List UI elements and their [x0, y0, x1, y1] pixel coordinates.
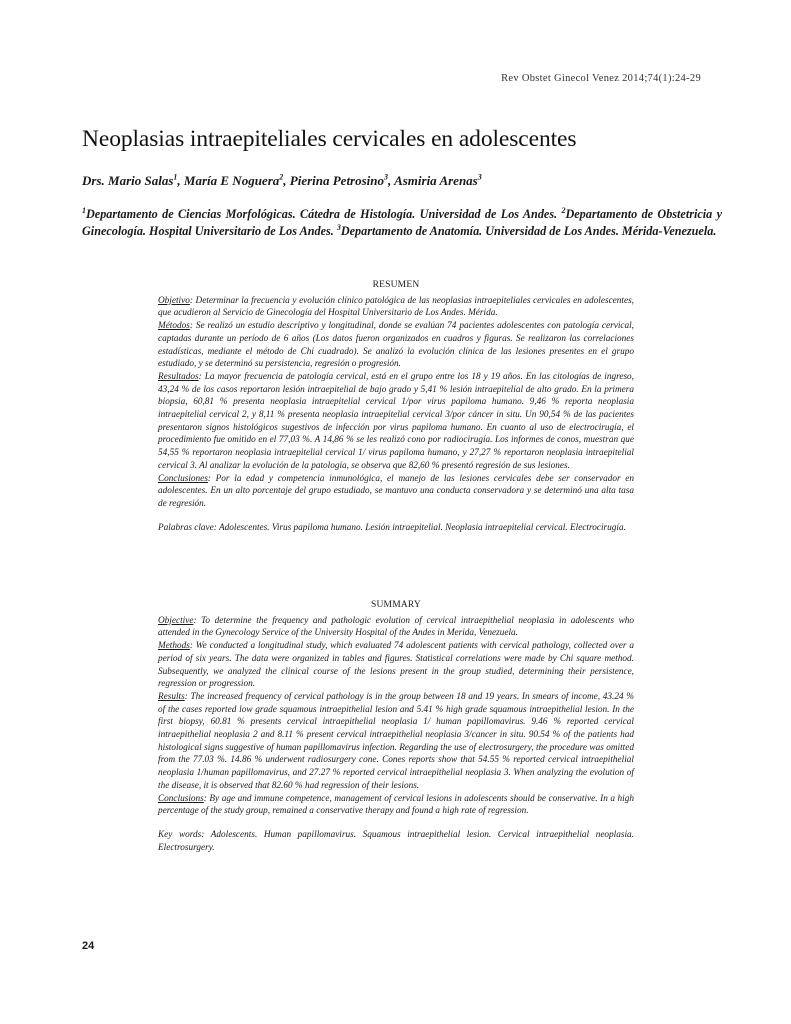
affiliation-text: Departamento de Obstetricia y Ginecología. Hospital Universitario de Los Andes. [82, 207, 722, 238]
author-affiliation-mark: 2 [279, 172, 284, 182]
journal-reference: Rev Obstet Ginecol Venez 2014;74(1):24-29 [501, 73, 701, 84]
resumen-keywords: Palabras clave: Adolescentes. Virus papiloma humano. Lesión intraepitelial. Neoplasia intraepitelial cervical. Electrocirugía. [158, 522, 626, 533]
affiliation-mark: 2 [561, 205, 566, 215]
summary-keywords: Key words: Adolescents. Human papillomavirus. Squamous intraepithelial lesion. Cervical intraepithelial neoplasia. Electrosurgery. [158, 829, 634, 853]
section-label: Objetivo [158, 295, 190, 306]
author-name: Mario Salas [108, 173, 174, 188]
author-name: María E Noguera [183, 173, 280, 188]
affiliation-mark: 3 [336, 222, 341, 232]
resumen-section [158, 279, 634, 534]
summary-results [158, 691, 634, 793]
author-list: Drs. Mario Salas$^1$, María E Noguera$^2$, Pierina Petrosino$^3$, Asmiria Arenas$^3$ [82, 172, 482, 188]
resumen-metodos [158, 320, 634, 371]
spacer [158, 511, 634, 522]
section-label: Methods [158, 641, 190, 652]
author-affiliation-mark: 3 [477, 172, 482, 182]
section-label: Results [158, 691, 185, 702]
spacer [158, 818, 634, 829]
section-text: : To determine the frequency and pathologic evolution of cervical intraepithelial neoplasia in adolescents who attended in the Gynecology Service of the University Hospital of the Andes in Merida, Venezuela. [158, 615, 634, 639]
affiliation-text: Departamento de Anatomía. Universidad de Los Andes. Mérida-Venezuela. [340, 223, 717, 238]
section-text: : By age and immune competence, management of cervical lesions in adolescents should be conservative. In a high percentage of the study group, remained a conservative therapy and found a high rate of regression. [158, 793, 634, 817]
affiliation-mark: 1 [82, 205, 86, 215]
affiliation-text: Departamento de Ciencias Morfológicas. Cátedra de Histología. Universidad de Los Andes. [86, 207, 562, 221]
section-text: : The increased frequency of cervical pathology is in the group between 18 and 19 years. In smears of income, 43.24 % of the cases reported low grade squamous intraepithelial lesion and 5.41 % high grade squamous intraepithelial lesion. In the first biopsy, 60.81 % presents cervical intraepithelial neoplasia 1/ human papillomavirus. 9.46 % reported cervical intraepithelial neoplasia 2 and 8.11 % present cervical intraepithelial neoplasia 3/cancer in situ. 90.54 % of the patients had histological signs suggestive of human papillomavirus infection. Regarding the use of electrosurgery, the procedure was omitted from the 77.03 %. 14.86 % underwent radiosurgery cone. Cones reports show that 54.55 % reported cervical intraepithelial neoplasia 1/human papillomavirus, and 27.27 % reported cervical intraepithelial neoplasia 3. When analyzing the evolution of the disease, it is observed that 82.60 % had regression of their lesions. [158, 691, 634, 791]
page-number: 24 [82, 940, 95, 952]
summary-section [158, 599, 634, 854]
author-affiliation-mark: 3 [384, 172, 389, 182]
affiliations [82, 206, 722, 239]
summary-methods [158, 640, 634, 691]
section-text: : We conducted a longitudinal study, which evaluated 74 adolescent patients with cervical pathology, collected over a period of six years. The data were organized in tables and figures. Statistical correlations were made by Chi square method. Subsequently, we analyzed the clinical course of the lesions present in the group studied, determining their persistence, regression or progression. [158, 641, 634, 690]
section-label: Resultados [158, 371, 199, 382]
article-title: Neoplasias intraepiteliales cervicales en adolescentes [82, 126, 577, 152]
summary-heading: SUMMARY [371, 600, 421, 610]
author-affiliation-mark: 1 [173, 172, 178, 182]
author-name: Asmiria Arenas [394, 173, 478, 188]
resumen-heading: RESUMEN [372, 280, 420, 290]
section-label: Conclusions [158, 793, 204, 804]
resumen-resultados [158, 371, 634, 473]
author-prefix: Drs. [82, 173, 109, 188]
resumen-objetivo [158, 295, 634, 320]
author-name: Pierina Petrosino [289, 173, 385, 188]
section-label: Métodos [158, 321, 190, 332]
summary-objective [158, 615, 634, 640]
section-text: : Se realizó un estudio descriptivo y longitudinal, donde se evalúan 74 pacientes adolescentes con patología cervical, captadas durante un período de 6 años (Los datos fueron organizados en cuadros y figuras. Se realizaron las correlaciones estadísticas, mediante el método de Chi cuadrado). Se analizó la evolución clínica de las lesiones presentes en el grupo estudiado, y se determinó su persistencia, regresión o progresión. [158, 321, 634, 370]
section-text: : Determinar la frecuencia y evolución clínico patológica de las neoplasias intraepiteliales cervicales en adolescentes, que acudieron al Servicio de Ginecología del Hospital Universitario de Los Andes. Mérida. [158, 295, 634, 319]
section-text: : Por la edad y competencia inmunológica, el manejo de las lesiones cervicales debe ser conservador en adolescentes. En un alto porcentaje del grupo estudiado, se mantuvo una conducta conservadora y se determinó una alta tasa de regresión. [158, 473, 634, 509]
section-label: Objective [158, 615, 194, 626]
resumen-conclusiones [158, 473, 634, 511]
section-text: : La mayor frecuencia de patología cervical, está en el grupo entre los 18 y 19 años. En las citologías de ingreso, 43,24 % de los casos reportaron lesión intraepitelial de bajo grado y 5,41 % lesión intraepitelial de alto grado. En la primera biopsia, 60,81 % presenta neoplasia intraepitelial cervical 1/por virus papiloma humano. 9,46 % reporta neoplasia intraepitelial cervical 2, y 8,11 % presenta neoplasia intraepitelial cervical 3/por cáncer in situ. Un 90,54 % de las pacientes presentaron signos histológicos sugestivos de infección por virus papiloma humano. En cuanto al uso de electrocirugía, el procedimiento fue omitido en el 77,03 %. A 14,86 % se les realizó cono por radiocirugía. Los informes de conos, muestran que 54,55 % reportaron neoplasia intraepitelial cervical 1/ virus papiloma humano, y 27,27 % reportaron neoplasia intraepitelial cervical 3. Al analizar la evolución de la patología, se observa que 82,60 % presentó regresión de sus lesiones. [158, 371, 634, 471]
section-label: Conclusiones [158, 473, 208, 484]
summary-conclusions [158, 793, 634, 818]
